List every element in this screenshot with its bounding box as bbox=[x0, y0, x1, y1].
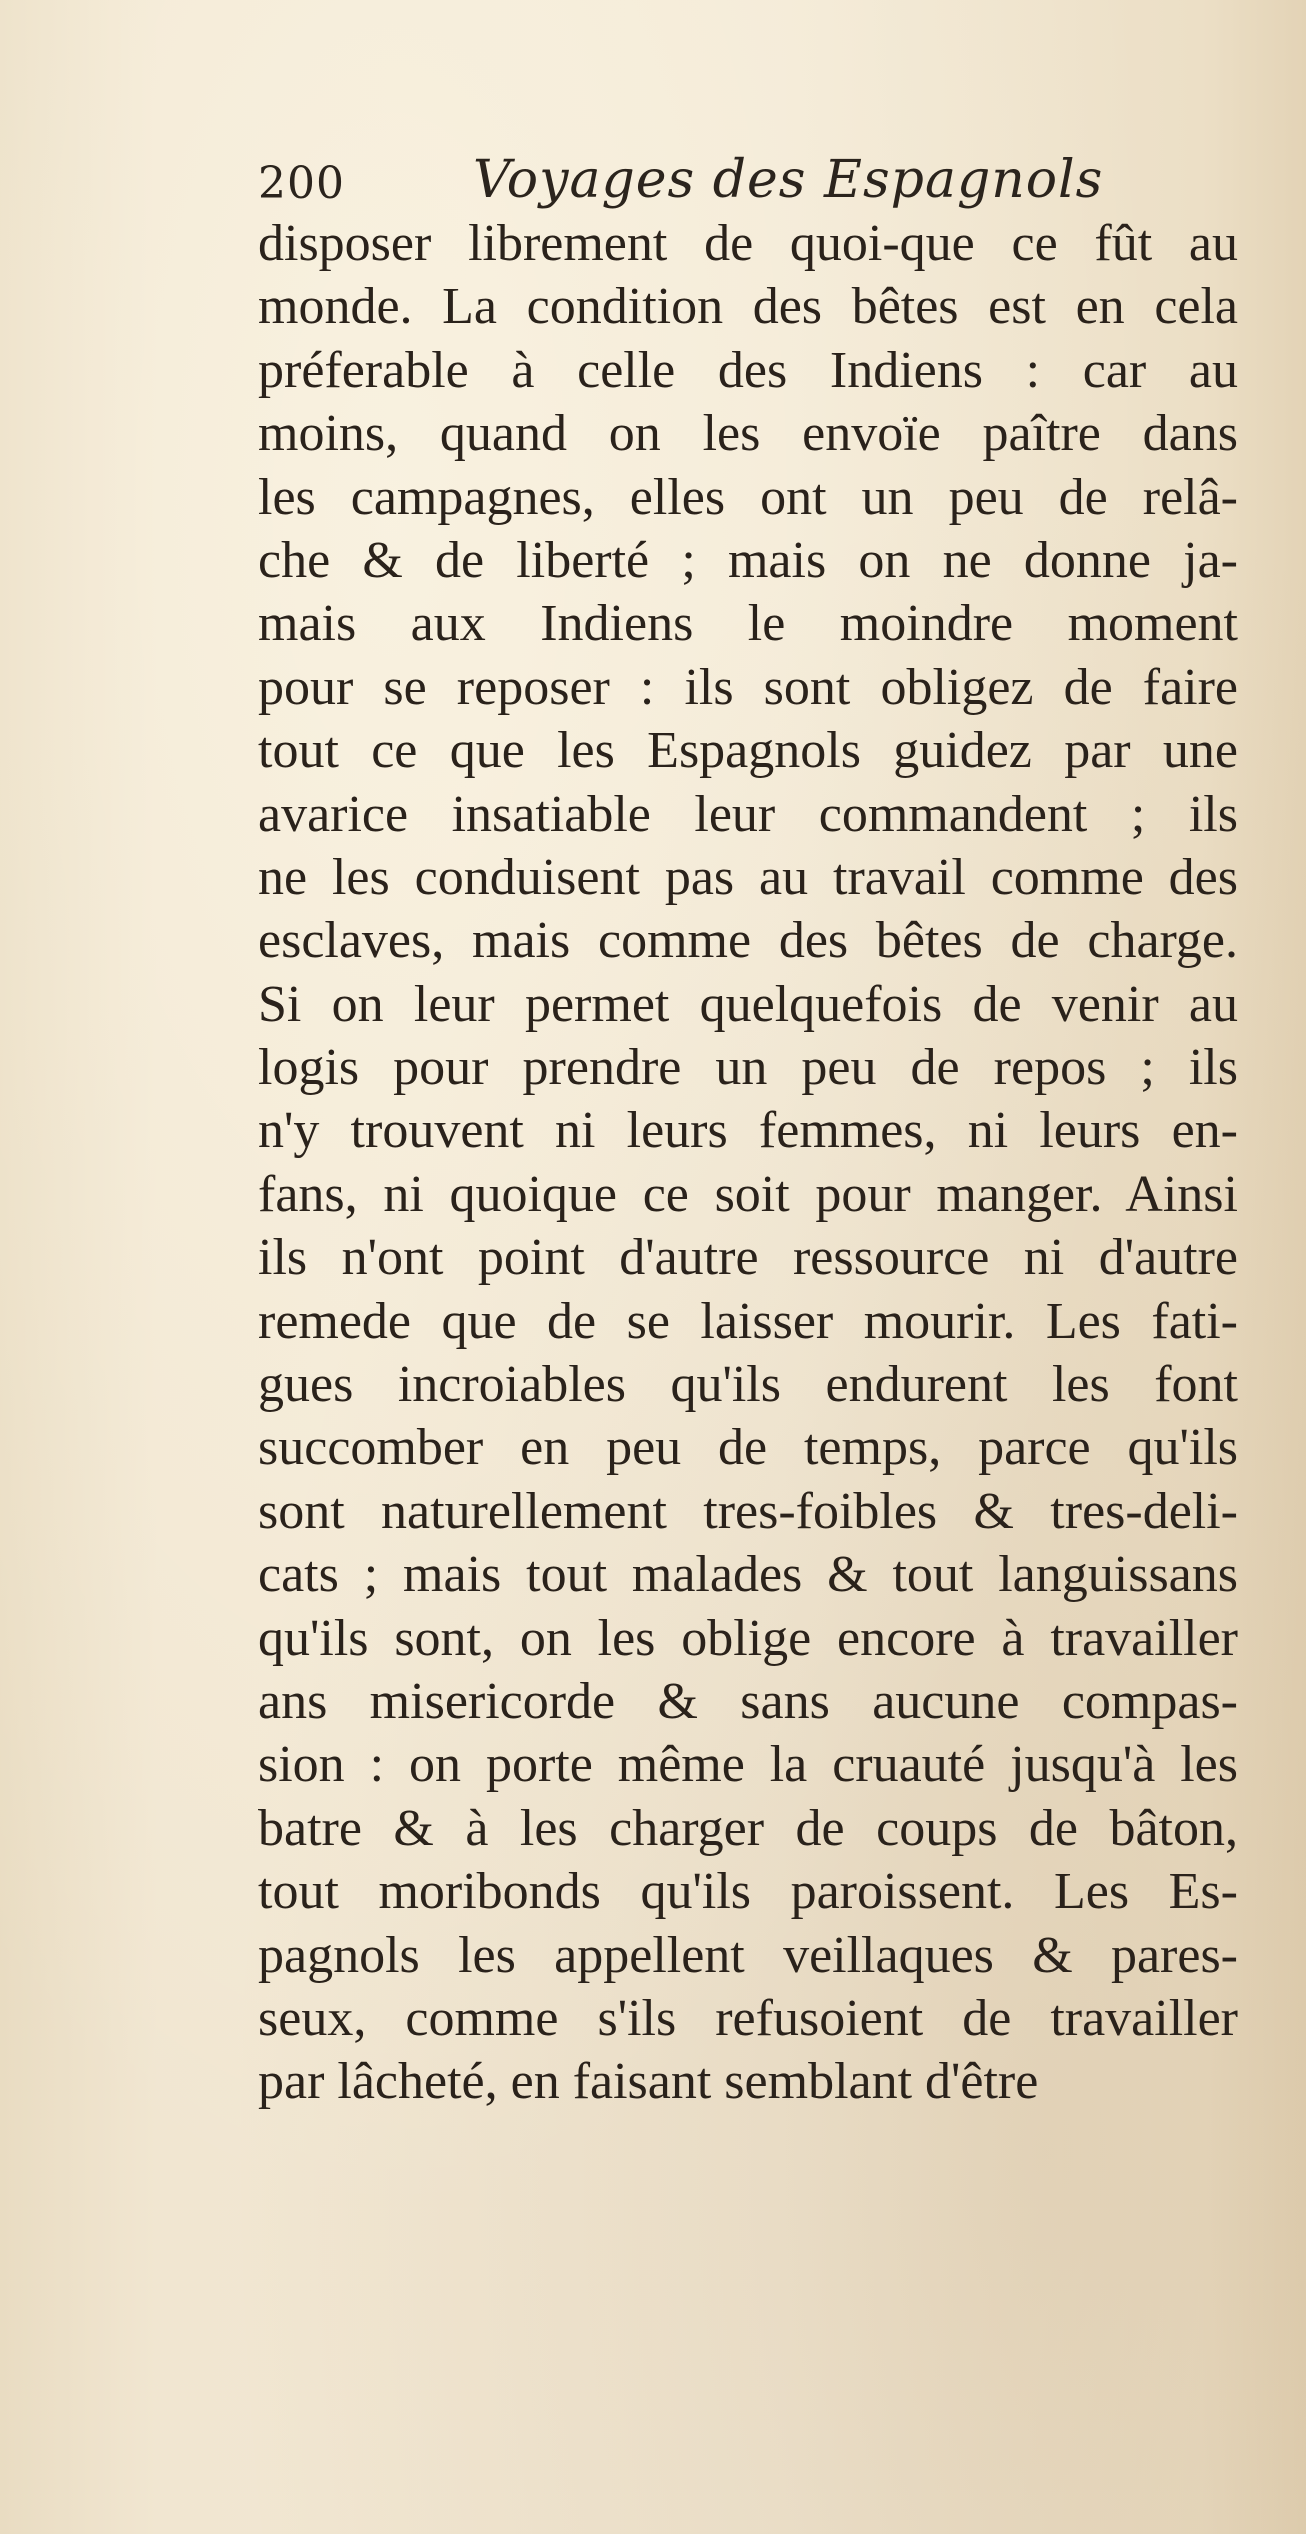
text-line: mais aux Indiens le moindre moment bbox=[258, 595, 1238, 653]
text-line: sont naturellement tres-foibles & tres-deli- bbox=[258, 1482, 1238, 1540]
body-text bbox=[258, 212, 1238, 2114]
text-line: remede que de se laisser mourir. Les fati- bbox=[258, 1292, 1238, 1350]
text-line: gues incroiables qu'ils endurent les font bbox=[258, 1356, 1238, 1414]
running-head: Voyages des Espagnols bbox=[473, 150, 1104, 210]
text-line: che & de liberté ; mais on ne donne ja- bbox=[258, 531, 1238, 589]
text-line: les campagnes, elles ont un peu de relâ- bbox=[258, 468, 1238, 526]
text-line: tout moribonds qu'ils paroissent. Les Es- bbox=[258, 1863, 1238, 1921]
page-number: 200 bbox=[258, 158, 345, 209]
text-line: avarice insatiable leur commandent ; ils bbox=[258, 785, 1238, 843]
text-line: sion : on porte même la cruauté jusqu'à les bbox=[258, 1736, 1238, 1794]
text-line: cats ; mais tout malades & tout languissans bbox=[258, 1546, 1238, 1604]
text-line: logis pour prendre un peu de repos ; ils bbox=[258, 1039, 1238, 1097]
text-line: succomber en peu de temps, parce qu'ils bbox=[258, 1419, 1238, 1477]
text-line: n'y trouvent ni leurs femmes, ni leurs en- bbox=[258, 1102, 1238, 1160]
text-line: moins, quand on les envoïe paître dans bbox=[258, 405, 1238, 463]
text-line: monde. La condition des bêtes est en cela bbox=[258, 278, 1238, 336]
text-line: Si on leur permet quelquefois de venir au bbox=[258, 975, 1238, 1033]
text-line: ne les conduisent pas au travail comme des bbox=[258, 848, 1238, 906]
text-line: préferable à celle des Indiens : car au bbox=[258, 341, 1238, 399]
text-line: fans, ni quoique ce soit pour manger. Ainsi bbox=[258, 1165, 1238, 1223]
text-line: pagnols les appellent veillaques & pares- bbox=[258, 1926, 1238, 1984]
text-line: seux, comme s'ils refusoient de travailler bbox=[258, 1989, 1238, 2047]
text-line: qu'ils sont, on les oblige encore à travailler bbox=[258, 1609, 1238, 1667]
text-line: esclaves, mais comme des bêtes de charge. bbox=[258, 912, 1238, 970]
text-line: pour se reposer : ils sont obligez de faire bbox=[258, 658, 1238, 716]
text-line: ans misericorde & sans aucune compas- bbox=[258, 1672, 1238, 1730]
text-line: ils n'ont point d'autre ressource ni d'autre bbox=[258, 1229, 1238, 1287]
text-line: tout ce que les Espagnols guidez par une bbox=[258, 722, 1238, 780]
text-line: batre & à les charger de coups de bâton, bbox=[258, 1799, 1238, 1857]
text-line: disposer librement de quoi-que ce fût au bbox=[258, 215, 1238, 272]
text-line: par lâcheté, en faisant semblant d'être bbox=[258, 2053, 1039, 2111]
page-header bbox=[258, 150, 1158, 220]
